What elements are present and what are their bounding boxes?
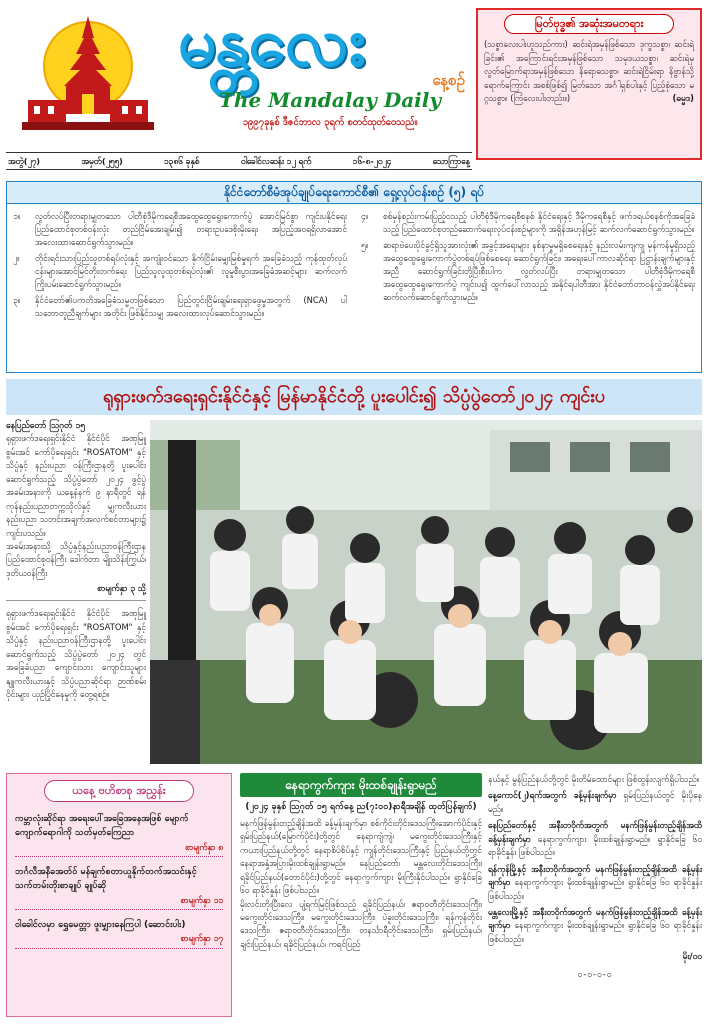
myanmar-year: ၁၃၈၆ ခုနှစ်	[164, 155, 200, 166]
council-column-left	[13, 210, 347, 323]
weather-end-mark: ၀-၀-၀-၀	[577, 968, 613, 979]
forecast-paragraph	[488, 773, 702, 786]
mandalay-palace-emblem-icon	[8, 8, 168, 148]
forecast-text: နေရာကွက်ကျား မိုးထစ်ချုန်းရွာမည်။ ရွာနိုင်ခြေ ၆၀ ရာခိုင်နှုန်း ဖြစ်ပါသည်။	[488, 877, 702, 901]
masthead-subtitle: The Mandalay Daily	[219, 88, 441, 112]
forecast-lead: မန္တလေးမြို့နှင့် အနီးတဝိုက်အတွက် မနက်ဖြန်မွန်းတည့်ချိန်အထိ ခန့်မှန်းချက်မှာ	[488, 906, 702, 931]
buddha-teaching-title: မြတ်ဗုဒ္ဓ၏ အဆုံးအမတရား	[504, 14, 674, 34]
gregorian-date: ၁၆-၈-၂၀၂၄	[352, 155, 392, 166]
forecast-text: ရှမ်းပြည်နယ်တွင် မိုးပိုနေမည်။	[488, 790, 702, 814]
forecast-text: နယ်နှင့် မွန်ပြည်နယ်တို့တွင် မိုးတိမ်ထောင်များ ဖြစ်ထွန်းလျက်ရှိပါသည်။	[488, 774, 700, 784]
council-item-text: လွတ်လပ်ပြီးတရားမျှတသော ပါတီစုံဒီမိုကရေစီအထွေထွေရွေးကောက်ပွဲ အောင်မြင်စွာ ကျင်းပနိုင်ရေး ပြည်ထောင်စုတစ်ဝန်းလုံး တည်ငြိမ်အေးချမ်း၍ တရားဥပဒေစိုးမိုးရေး အပြည့်အဝရရှိလာအောင် အလေးထားဆောင်ရွက်သွားမည်။	[35, 211, 347, 248]
council-item	[13, 210, 347, 249]
weather-body: မနက်ဖြန်မွန်းတည့်ချိန်အထိ ခန့်မှန်းချက်မှာ စစ်ကိုင်းတိုင်းဒေသကြီးအောက်ပိုင်းနှင့် ရှမ်းပြည်နယ်(မြောက်ပိုင်း)တို့တွင် နေရာကျဲကျဲ၊ မကွေးတိုင်းဒေသကြီးနှင့် ကယားပြည်နယ်တို့တွင် နေရာစိပ်စိပ်နှင့် ကျန်တိုင်းဒေသကြီးနှင့် ပြည်နယ်တို့တွင် နေရာအနှံ့အပြားမိုးထစ်ချုန်းရွာမည်။ နေပြည်တော်၊ မန္တလေးတိုင်းဒေသကြီး၊ ရခိုင်ပြည်နယ်(တောင်ပိုင်း)တို့တွင် နေရာကွက်ကျား မိုးကြီးနိုင်ပါသည်။ ရွာနိုင်ခြေ ၆၀ ရာခိုင်နှုန်း ဖြစ်ပါသည်။	[240, 817, 482, 896]
story-continued-link[interactable]: စာမျက်နှာ ၃ သို့	[97, 583, 146, 594]
story-divider	[6, 600, 146, 601]
masthead-edition: နေ့စဉ်	[432, 71, 465, 89]
photo-students-science-fair-icon	[150, 420, 702, 764]
forecast-text: နေရာကွက်ကျား မိုးထစ်ချုန်းရွာမည်။ ရွာနိုင်ခြေ ၆၀ ရာခိုင်နှုန်း ဖြစ်ပါသည်။	[488, 920, 702, 944]
council-item-number: ၄။	[361, 211, 369, 221]
masthead-tagline: ၁၉၉၇ခုနှစ် ဒီဇင်ဘာလ ၃ရက် စတင်ထုတ်ဝေသည်။	[242, 117, 418, 128]
story-paragraph: ရုရှားဖက်ဒရေးရှင်းနိုင်ငံ နိုင်ငံပိုင် အဏုမြူစွမ်းအင် ကော်ပိုရေးရှင်း "ROSATOM" နှင့် သိပ္ပံနှင့် နည်းပညာ ဝန်ကြီးဌာနတို့ ပူးပေါင်းဆောင်ရွက်သည့် သိပ္ပံပွဲတော် ၂၀၂၄ ဖွင့်ပွဲအခမ်းအနားကို ယနေ့နံနက် ၉ နာရီတွင် ရန်ကုန်နည်းပညာတက္ကသိုလ်နှင့် မျှကလီးယားနည်းပညာ သတင်းအချက်အလက်စင်တာများ၌ ကျင်းပသည်။	[6, 433, 146, 538]
forecast-text: နေရာကွက်ကျား မိုးထစ်ချုန်းရွာမည်။ ရွာနိုင်ခြေ ၆၀ ရာခိုင်နှုန်း ဖြစ်ပါသည်။	[488, 833, 702, 858]
contents-item-text: ဝါခေါင်လမှာ ရွှေမေတ္တာ ဖူးမျှားနေကြပါ (ဆောင်းပါး)	[15, 919, 186, 930]
forecast-paragraph	[488, 863, 702, 903]
buddha-teaching-ref: (ဓမ္မဒ)	[672, 93, 694, 104]
buddha-teaching-body: (သစ္စာလေးပါးဟူသည်ကား) ဆင်းရဲအမှန်ဖြစ်သော ဒုက္ခသစ္စာ၊ ဆင်းရဲခြင်း၏ အကြောင်းရင်းအမှန်ဖြစ်သော သမုဒယသစ္စာ၊ ဆင်းရဲမှ လွတ်မြောက်ရာအမှန်ဖြစ်သော နိရောဓသစ္စာ၊ ဆင်းရဲငြိမ်းရာ နိဗ္ဗာန်သို့ရောက်ကြောင်း အစစ်ဖြစ်၍ မြတ်သော အင်္ဂါရှစ်ပါးနှင့် ပြည့်စုံသော မဂ္ဂသစ္စာ။ (ကြံလေးပါးတည်း။)	[484, 39, 694, 104]
contents-item-page: စာမျက်နှာ ၈	[185, 841, 223, 852]
story-dateline: နေပြည်တော် ဩဂုတ် ၁၅	[6, 421, 86, 431]
buddha-teaching-box	[476, 8, 702, 160]
forecast-lead: ရန်ကုန်မြို့နှင့် အနီးတဝိုက်အတွက် မနက်ဖြန်မွန်းတည့်ချိန်အထိ ခန့်မှန်းချက်မှာ	[488, 863, 702, 888]
council-column-right	[361, 210, 695, 323]
forecast-paragraph	[488, 906, 702, 946]
weekday: သောကြာနေ့	[432, 155, 470, 166]
buddha-teaching-text	[484, 38, 694, 106]
masthead-title: မန္တလေး	[178, 3, 364, 82]
contents-item[interactable]	[15, 865, 223, 910]
contents-item[interactable]	[15, 918, 223, 949]
council-item-number: ၃။	[13, 295, 21, 306]
contents-item-text: ဘင်္ဂလီအနီခအတ်ဝ် မန်ချက်စတာယူနိုက်တက်အသင်းနှင့် သက်တမ်းတိုးစာချုပ် ချုပ်ဆို	[15, 866, 197, 892]
forecast-paragraph	[488, 789, 702, 816]
weather-title: နေရာကွက်ကျား မိုးထစ်ချုန်းရွာမည်	[240, 773, 482, 797]
forecast-lead: နေ့ကောင်(၂)ရက်အတွက် ခန့်မှန်းချက်မှာ	[488, 790, 617, 801]
council-roadmap-box	[6, 181, 702, 373]
weather-signature: မိုး/၀ဝ	[682, 951, 702, 962]
myanmar-month: ဝါခေါင်လဆန်း ၁၂ ရက်	[240, 155, 312, 166]
weather-section	[240, 773, 482, 1017]
contents-title: ယနေ့ ဗဟိစာစု အညွှန်း	[44, 780, 194, 802]
forecast-paragraph	[488, 819, 702, 859]
council-item-text: စစ်မှန်စည်းကမ်းပြည့်ဝသည့် ပါတီစုံဒီမိုကရေစီစနစ် နိုင်ငံရေးနှင့် ဒီမိုကရေစီနှင့် ဖက်ဒရယ်စနစ်ကိုအခြေခံသည့် ပြည်ထောင်စုတည်ဆောက်ရေးလုပ်ငန်းစဉ်များကို အရှိန်အဟုန်မြင့် ဆက်လက်ဆောင်ရွက်သွားမည်။	[383, 211, 695, 235]
council-item-number: ၁။	[13, 211, 21, 221]
contents-box	[6, 773, 232, 1017]
council-item-number: ၂။	[13, 253, 20, 264]
story-paragraph: အခမ်းအနားသို့ သိပ္ပံနှင့်နည်းပညာဝန်ကြီးဌာန ပြည်ထောင်စုဝန်ကြီး ဒေါက်တာ မျိုးသိန်းကြွယ်၊ ဒုတိယဝန်ကြီး	[6, 540, 146, 578]
council-item-text: တိုင်းရင်းသားပြည်သူတစ်ရပ်လုံးနှင့် အကျုံးဝင်သော နိုက်ငြိမ်းမျှေးမြစ်မှုရက် အခြေခံသည့် ကုန်ထုတ်လုပ်ငန်းများအောင်မြင်တိုးတက်ရေး ပြည်သူလူထုတစ်ရပ်လုံး၏ လူမှုစီးပွားအခြေခံအဆင့်များ ဆက်လက်ကြိုးပမ်းဆောင်ရွက်သွားမည်။	[35, 253, 347, 290]
council-item	[361, 210, 695, 236]
council-item	[361, 239, 695, 304]
main-headline[interactable]: ရုရှားဖက်ဒရေးရှင်းနိုင်ငံနှင့် မြန်မာနိုင်ငံတို့ ပူးပေါင်း၍ သိပ္ပံပွဲတော်၂၀၂၄ ကျင်းပ	[6, 379, 702, 415]
contents-item-page: စာမျက်နှာ ၁၁	[180, 894, 223, 905]
council-item-number: ၅။	[361, 240, 369, 251]
weather-subhead: (၂၀၂၄ ခုနှစ် ဩဂုတ် ၁၅ ရက်နေ့ ည(၇:၀၀)နာရီအချိန် ထုတ်ပြန်ချက်)	[245, 802, 477, 812]
council-item	[13, 252, 347, 291]
lead-story	[6, 420, 146, 760]
forecast-lead: နေပြည်တော်နှင့် အနီးတဝိုက်အတွက် မနက်ဖြန်မွန်းတည့်ချိန်အထိ ခန့်မှန်းချက်မှာ	[488, 820, 702, 844]
weather-forecast-column	[488, 773, 702, 1017]
council-item-text: ဆရာဗဲပေးပိုင်ခွင့်ရှိသူအားလုံး၏ အခွင့်အရေးများ နစ်နာမှုမရှိစေရေးနှင့် နည်းလမ်းကျကျ မှန်ကန်မှုရှိသည့် အထွေထွေရွေးကောက်ပွဲတစ်ရပ်ဖြစ်စေရေး ဆောင်ရွက်ခြင်း၊ အရေးပေါ်ကာလဆိုင်ရာ ပြဋ္ဌာန်းချက်များနှင့်အညီ ဆောင်ရွက်ခြင်းတို့ပြီးစီးပါက လွတ်လပ်ပြီး တရားမျှတသော ပါတီစုံဒီမိုကရေစီ အထွေထွေရွေးကောက်ပွဲ ကျင်းပ၍ ထွက်ပေါ်လာသည့် အနိုင်ရပါတီအား နိုင်ငံတော်တာဝန်လွှဲအပ်နိုင်ရေး ဆက်လက်ဆောင်ရွက်သွားမည်။	[383, 240, 695, 303]
weather-body: မိုးလင်းတိုးပြီးလေ ပျံ့ရက်မြင့်ဖြစ်သည့် ရခိုင်ပြည်နယ်၊ ဧရာဝတီတိုင်းဒေသကြီး၊ မကွေးတိုင်းဒေသကြီး၊ မကွေးတိုင်းဒေသကြီး၊ ပဲခူးတိုင်းဒေသကြီး၊ ရန်ကုန်တိုင်းဒေသကြီး၊ ဧရာဝတီတိုင်းဒေသကြီး၊ တနင်္သာရီတိုင်းဒေသကြီး၊ ရှမ်းပြည်နယ်၊ ချင်းပြည်နယ်၊ ရခိုင်ပြည်နယ်၊ ကရင်ပြည်	[240, 898, 482, 949]
contents-item-text: ကမ္ဘာလုံးဆိုင်ရာ အရေးပေါ်အခြေအနေအဖြစ် မျောက်ကျောက်ရောဂါကို သတ်မှတ်ကြေညာ	[15, 814, 189, 839]
contents-item-page: စာမျက်နှာ ၁၇	[180, 933, 223, 944]
dateline	[6, 152, 472, 170]
contents-item[interactable]	[15, 812, 223, 857]
volume: အတွဲ(၂၇)	[8, 155, 41, 166]
council-item-text: နိုင်ငံတော်၏ပကတိအခြေခံသမ္မတဖြစ်သော ပြည်တွင်းငြိမ်းချမ်းရေးရှာဖွေမှုအတွက် (NCA) ပါ သဘောတူညီချက်များ အတိုင်း ဖြစ်နိုင်သမျှ အလေးထားလုပ်ဆောင်သွားမည်။	[35, 295, 347, 319]
photo-caption: ရုရှားဖက်ဒရေးရှင်းနိုင်ငံ နိုင်ငံပိုင် အဏုမြူစွမ်းအင် ကော်ပိုရေးရှင်း "ROSATOM" နှင့် သိပ္ပံနှင့် နည်းပညာဝန်ကြီးဌာနတို့ ပူးပေါင်းဆောင်ရွက်သည့် သိပ္ပံပွဲတော် ၂၀၂၄ တွင် အခြေခံပညာ ကျောင်းသား ကျောင်းသူများ နျူကလီးယားနှင့် သိပ္ပံပညာဆိုင်ရာ ဉာဏ်စမ်းဝိုင်းများ ယှဉ်ပြိုင်နေမှုကို တွေ့ရစဉ်။	[6, 608, 146, 700]
council-item	[13, 294, 347, 320]
council-roadmap-title: နိုင်ငံတော်စီမံအုပ်ချုပ်ရေးကောင်စီ၏ ရှေ့လုပ်ငန်းစဉ် (၅) ရပ်	[7, 182, 701, 204]
issue-number: အမှတ်(၂၅၅)	[81, 155, 123, 166]
